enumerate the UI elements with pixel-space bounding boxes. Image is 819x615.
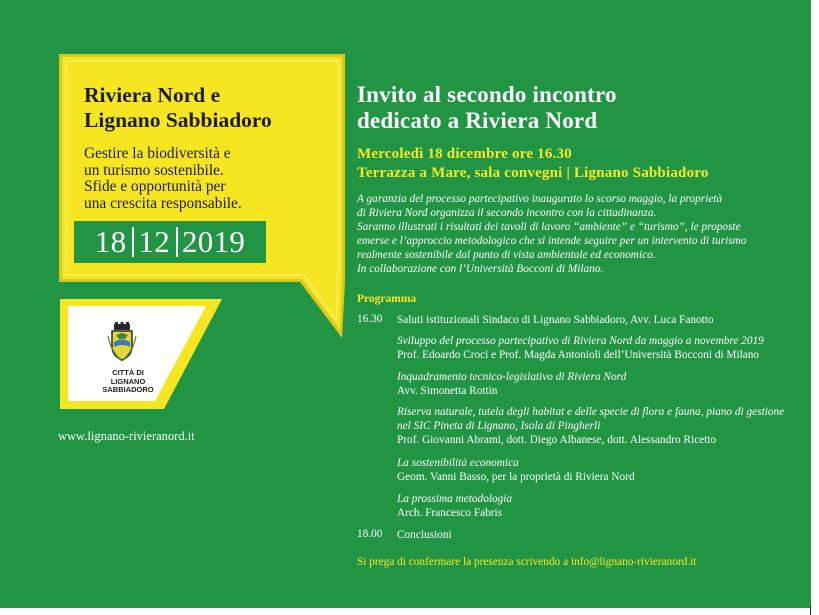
talk-title: Inquadramento tecnico-legislativo di Riviera Nord [397, 371, 627, 383]
intro-line: In collaborazione con l’Università Bocconi di Milano. [357, 263, 604, 276]
program-talk [397, 370, 807, 398]
program-heading: Programma [357, 293, 417, 305]
event-datetime: Mercoledì 18 dicembre ore 16.30 [357, 146, 572, 162]
intro-line: emerse e l’approccio metodologico che si intende seguire per un intervento di turismo [357, 235, 747, 248]
intro-paragraph [357, 192, 797, 277]
logo-line1: CITTÀ DI [112, 368, 144, 377]
municipal-crest-icon [107, 322, 137, 362]
program-talk [397, 456, 807, 484]
event-title-line2: Lignano Sabbiadoro [84, 108, 272, 132]
invitation-headline [357, 82, 617, 134]
crop-mark [810, 607, 819, 615]
talk-speaker: Prof. Giovanni Abrami, dott. Diego Albanese, dott. Alessandro Ricetto [397, 434, 717, 446]
intro-line: Saranno illustrati i risultati dei tavoli di lavoro “ambiente” e “turismo”, le proposte [357, 221, 741, 234]
program-talk [397, 492, 807, 520]
date-year: 2019 [182, 224, 246, 259]
talk-title: Riserva naturale, tutela degli habitat e delle specie di flora e fauna, piano di gestione [397, 406, 785, 418]
program-time: 16.30 [357, 313, 383, 325]
date-divider [176, 227, 178, 257]
intro-line: A garanzia del processo partecipativo inaugurato lo scorso maggio, la proprietà [357, 193, 723, 205]
event-subtitle [84, 146, 304, 212]
program-time: 18.00 [357, 528, 383, 540]
talk-title: La sostenibilità economica [397, 457, 519, 469]
talk-speaker: Prof. Edoardo Croci e Prof. Magda Antonioli dell’Università Bocconi di Milano [397, 349, 760, 361]
talk-title: La prossima metodologia [397, 493, 513, 505]
date-month: 12 [138, 224, 170, 259]
logo-caption [86, 369, 170, 395]
subtitle-line1: Gestire la biodiversità e [84, 145, 231, 162]
event-title-line1: Riviera Nord e [84, 83, 221, 107]
event-title [84, 83, 344, 133]
program-closing: Conclusioni [397, 529, 452, 541]
headline-line1: Invito al secondo incontro [357, 82, 617, 107]
program-opening: Saluti istituzionali Sindaco di Lignano Sabbiadoro, Avv. Luca Fanotto [397, 314, 714, 326]
event-when-where [357, 145, 709, 183]
date-divider [132, 227, 134, 257]
subtitle-line4: una crescita responsabile. [84, 194, 242, 212]
website-url[interactable]: www.lignano-rivieranord.it [58, 429, 195, 443]
headline-line2: dedicato a Riviera Nord [357, 108, 598, 133]
event-location: Terrazza a Mare, sala convegni | Lignano Sabbiadoro [357, 165, 709, 181]
date-day: 18 [94, 224, 127, 259]
event-date [74, 221, 266, 263]
logo-line2: LIGNANO SABBIADORO [102, 376, 154, 394]
intro-line: di Riviera Nord organizza il secondo incontro con la cittadinanza. [357, 207, 657, 220]
talk-speaker: Arch. Francesco Fabris [397, 507, 503, 519]
talk-speaker: Avv. Simonetta Rottin [397, 385, 498, 397]
subtitle-line3: Sfide e opportunità per [84, 178, 226, 195]
talk-title: Sviluppo del processo partecipativo di Riviera Nord da maggio a novembre 2019 [397, 335, 764, 347]
program-talk [397, 334, 807, 362]
logo-box [56, 295, 226, 415]
program-talk [397, 405, 807, 447]
talk-speaker: Geom. Vanni Basso, per la proprietà di Riviera Nord [397, 471, 635, 483]
rsvp-note: Si prega di confermare la presenza scrivendo a info@lignano-rivieranord.it [357, 556, 697, 568]
page-margin [811, 0, 819, 615]
intro-line: realmente sostenibile dal punto di vista ambientale ed economico. [357, 249, 656, 262]
talk-title-continued: nel SIC Pineta di Lignano, Isola di Pingherli [397, 420, 601, 432]
subtitle-line2: un turismo sostenibile. [84, 161, 224, 179]
